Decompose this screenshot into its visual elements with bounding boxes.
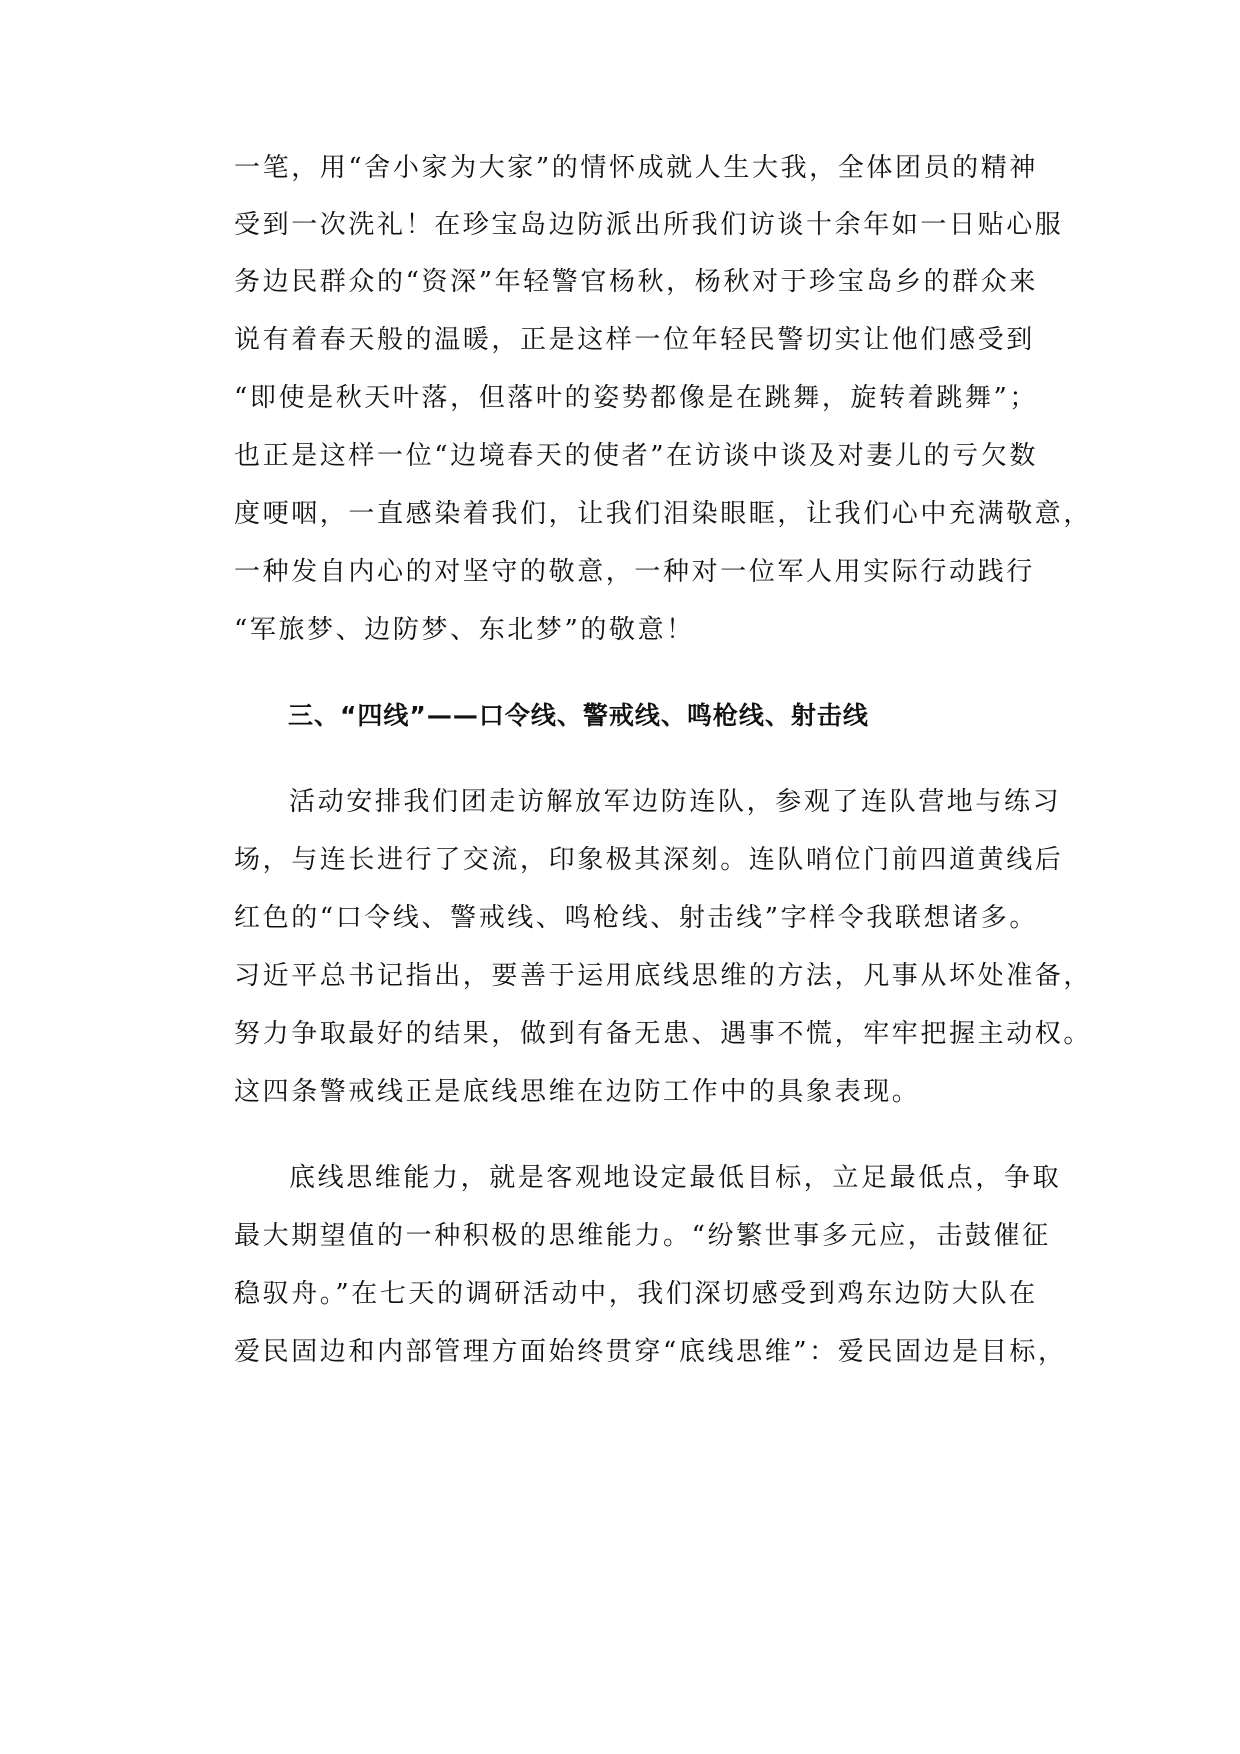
paragraph-1-line-7: 度哽咽，一直感染着我们，让我们泪染眼眶，让我们心中充满敬意， [234, 499, 1093, 529]
paragraph-1-line-8: 一种发自内心的对坚守的敬意，一种对一位军人用实际行动践行 [234, 557, 1035, 587]
paragraph-1-line-2: 受到一次洗礼！在珍宝岛边防派出所我们访谈十余年如一日贴心服 [234, 210, 1064, 240]
paragraph-1-line-6: 也正是这样一位“边境春天的使者”在访谈中谈及对妻儿的亏欠数 [234, 441, 1038, 471]
paragraph-3-line-1: 底线思维能力，就是客观地设定最低目标，立足最低点，争取 [289, 1163, 1062, 1193]
paragraph-2-line-1: 活动安排我们团走访解放军边防连队，参观了连队营地与练习 [289, 787, 1062, 817]
paragraph-2-line-2: 场，与连长进行了交流，印象极其深刻。连队哨位门前四道黄线后 [234, 845, 1064, 875]
paragraph-1-line-5: “即使是秋天叶落，但落叶的姿势都像是在跳舞，旋转着跳舞”； [234, 383, 1038, 413]
paragraph-1-line-1: 一笔，用“舍小家为大家”的情怀成就人生大我，全体团员的精神 [234, 153, 1038, 183]
paragraph-3-line-2: 最大期望值的一种积极的思维能力。“纷繁世事多元应，击鼓催征 [234, 1221, 1051, 1251]
paragraph-1-line-9: “军旅梦、边防梦、东北梦”的敬意！ [234, 615, 695, 645]
paragraph-2-line-4: 习近平总书记指出，要善于运用底线思维的方法，凡事从坏处准备， [234, 961, 1093, 991]
paragraph-3-line-3: 稳驭舟。”在七天的调研活动中，我们深切感受到鸡东边防大队在 [234, 1279, 1038, 1309]
paragraph-1-line-3: 务边民群众的“资深”年轻警官杨秋，杨秋对于珍宝岛乡的群众来 [234, 267, 1038, 297]
paragraph-2-line-3: 红色的“口令线、警戒线、鸣枪线、射击线”字样令我联想诸多。 [234, 903, 1038, 933]
section-heading: 三、“四线”——口令线、警戒线、鸣枪线、射击线 [288, 701, 869, 730]
paragraph-2-line-6: 这四条警戒线正是底线思维在边防工作中的具象表现。 [234, 1077, 921, 1107]
paragraph-3-line-4: 爱民固边和内部管理方面始终贯穿“底线思维”：爱民固边是目标， [234, 1337, 1067, 1367]
paragraph-1-line-4: 说有着春天般的温暖，正是这样一位年轻民警切实让他们感受到 [234, 325, 1035, 355]
paragraph-2-line-5: 努力争取最好的结果，做到有备无患、遇事不慌，牢牢把握主动权。 [234, 1019, 1093, 1049]
